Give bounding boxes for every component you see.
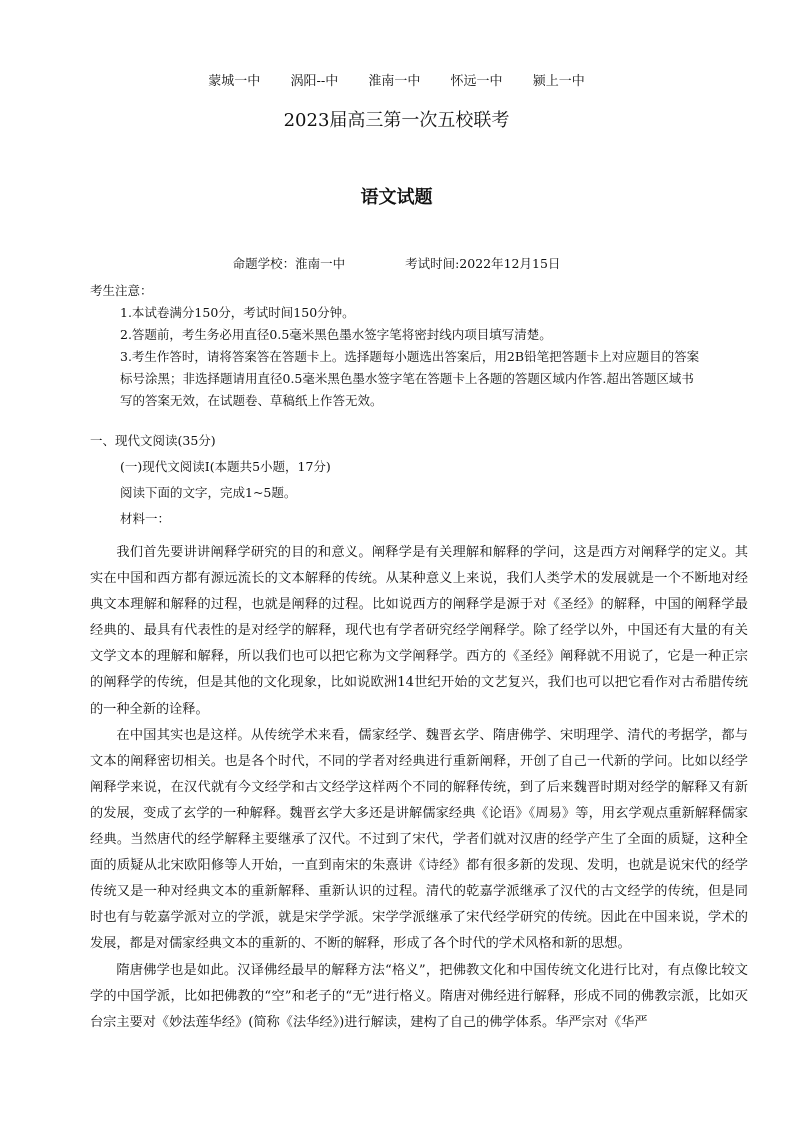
exam-title: 2023届高三第一次五校联考 bbox=[283, 110, 510, 131]
setter-school: 命题学校：淮南一中 bbox=[232, 256, 346, 271]
reading-instruction: 阅读下面的文字，完成1~5题。 bbox=[120, 485, 297, 500]
passage-paragraph: 在中国其实也是这样。从传统学术来看，儒家经学、魏晋玄学、隋唐佛学、宋明理学、清代的考据学，都与文本的阐释密切相关。也是各个时代，不同的学者对经典进行重新阐释，开创了自己一代新的学问。比如以经学阐释学来说，在汉代就有今文经学和古文经学这样两个不同的解释传统，到了后来魏晋时期对经学的解释又有新的发展，变成了玄学的一种解释。魏晋玄学大多还是讲解儒家经典《论语》《周易》等，用玄学观点重新解释儒家经典。当然唐代的经学解释主要继承了汉代。不过到了宋代，学者们就对汉唐的经学产生了全面的质疑，这种全面的质疑从北宋欧阳修等人开始，一直到南宋的朱熹讲《诗经》都有很多新的发现、发明，也就是说宋代的经学传统又是一种对经典文本的重新解释、重新认识的过程。清代的乾嘉学派继承了汉代的古文经学的传统，但是同时也有与乾嘉学派对立的学派，就是宋学学派。宋学学派继承了宋代经学研究的传统。因此在中国来说，学术的发展，都是对儒家经典文本的重新的、不断的解释，形成了各个时代的学术风格和新的思想。 bbox=[90, 727, 748, 952]
exam-meta bbox=[0, 254, 793, 272]
exam-time: 考试时间:2022年12月15日 bbox=[405, 256, 561, 271]
notes-heading: 考生注意： bbox=[90, 283, 153, 298]
note-item: 3.考生作答时，请将答案答在答题卡上。选择题每小题选出答案后，用2B铅笔把答题卡上对应题目的答案 bbox=[120, 349, 700, 364]
school-name: 颍上一中 bbox=[532, 74, 585, 89]
school-name: 涡阳--中 bbox=[290, 74, 339, 89]
candidate-notes bbox=[90, 280, 750, 412]
school-list bbox=[0, 70, 793, 89]
school-name: 淮南一中 bbox=[368, 74, 421, 89]
passage-paragraph: 我们首先要讲讲阐释学研究的目的和意义。阐释学是有关理解和解释的学问，这是西方对阐释学的定义。其实在中国和西方都有源远流长的文本解释的传统。从某种意义上来说，我们人类学术的发展就是一个不断地对经典文本理解和解释的过程，也就是阐释的过程。比如说西方的阐释学是源于对《圣经》的解释，中国的阐释学最经典的、最具有代表性的是对经学的解释，现代也有学者研究经学阐释学。除了经学以外，中国还有大量的有关文学文本的理解和解释，所以我们也可以把它称为文学阐释学。西方的《圣经》阐释就不用说了，它是一种正宗的阐释学的传统，但是其他的文化现象，比如说欧洲14世纪开始的文艺复兴，我们也可以把它看作对古希腊传统的一种全新的诠释。 bbox=[90, 545, 748, 717]
subsection-heading: (一)现代文阅读Ⅰ(本题共5小题，17分) bbox=[120, 459, 331, 474]
note-item: 2.答题前，考生务必用直径0.5毫米黑色墨水签字笔将密封线内项目填写清楚。 bbox=[120, 327, 552, 342]
section-reading bbox=[90, 428, 750, 532]
note-item: 1.本试卷满分150分，考试时间150分钟。 bbox=[120, 305, 355, 320]
material-label: 材料一： bbox=[120, 511, 171, 526]
passage-paragraph: 隋唐佛学也是如此。汉译佛经最早的解释方法“格义”，把佛教文化和中国传统文化进行比对，有点像比较文学的中国学派，比如把佛教的“空”和老子的“无”进行格义。隋唐对佛经进行解释，形成不同的佛教宗派，比如灭台宗主要对《妙法莲华经》(简称《法华经》)进行解读，建构了自己的佛学体系。华严宗对《华严 bbox=[90, 962, 748, 1030]
section-heading: 一、现代文阅读(35分) bbox=[90, 433, 216, 448]
school-name: 怀远一中 bbox=[450, 74, 503, 89]
note-item-continued: 写的答案无效，在试题卷、草稿纸上作答无效。 bbox=[120, 393, 383, 408]
school-name: 蒙城一中 bbox=[208, 74, 261, 89]
subject-title: 语文试题 bbox=[360, 187, 433, 208]
note-item-continued: 标号涂黑；非选择题请用直径0.5毫米黑色墨水签字笔在答题卡上各题的答题区域内作答.超出答题区域书 bbox=[120, 371, 694, 386]
reading-passage bbox=[90, 540, 748, 1036]
